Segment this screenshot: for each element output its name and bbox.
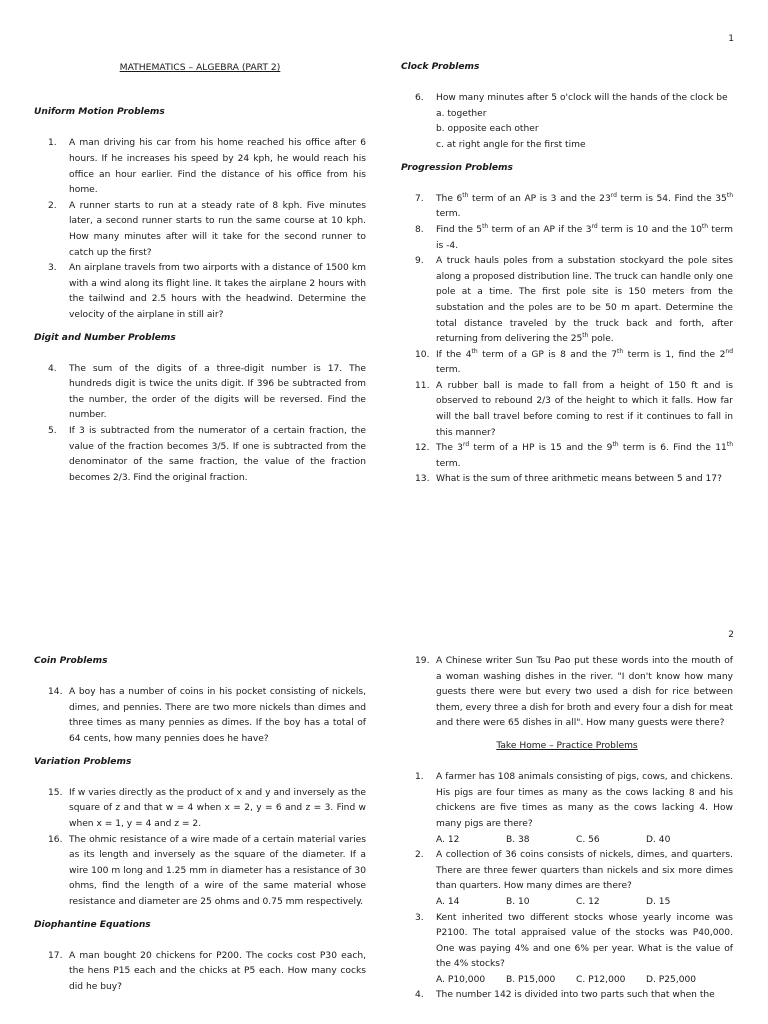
section-heading-variation: Variation Problems — [34, 756, 132, 767]
problem-item: 11. A rubber ball is made to fall from a height of 150 ft and is observed to rebound 2/3 of the height to which it falls. How far will the ball travel before coming to rest if it continues to fall in this manner? — [415, 380, 733, 438]
problem-item: 3. An airplane travels from two airports with a distance of 1500 km with a wind along its flight line. It takes the airplane 2 hours with the tailwind and 2.5 hours with the headwind. Determine the velocity of the airplane in still air? — [48, 263, 366, 320]
problem-item: 17. A man bought 20 chickens for P200. The cocks cost P30 each, the hens P15 each and the chicks at P5 each. How many cocks did he buy? — [48, 950, 366, 992]
section-heading-uniform-motion: Uniform Motion Problems — [34, 107, 165, 118]
problem-item: 9. A truck hauls poles from a substation stockyard the pole sites along a proposed distribution line. The truck can handle only one pole at a time. The first pole site is 150 meters from the substation and the poles are to be 50 m apart. Determine the total distance traveled by the truck back and forth, after returning from delivering the 25th pole. — [415, 256, 733, 345]
section-heading-clock: Clock Problems — [401, 62, 480, 72]
left-column — [34, 60, 366, 486]
problem-item: 14. A boy has a number of coins in his pocket consisting of nickels, dimes, and pennies. There are two more nickels than dimes and three times as many pennies as dimes. If the boy has a total of 64 cents, how many pennies does he have? — [48, 687, 366, 744]
problem-item: 8. Find the 5th term of an AP if the 3rd term is 10 and the 10th term is -4. — [415, 222, 733, 251]
problem-item: 19. A Chinese writer Sun Tsu Pao put these words into the mouth of a woman washing dishes in the river. "I don't know how many guests there were but every two used a dish for rice between them, every three a dish for broth and every four a dish for meat and there were 65 dishes in all". How many guests were there? — [415, 656, 733, 729]
problem-item: 10. If the 4th term of a GP is 8 and the 7th term is 1, find the 2nd term. — [415, 347, 734, 376]
practice-item: 2. A collection of 36 coins consists of nickels, dimes, and quarters. There are three fewer quarters than nickels and six more dimes than quarters. How many dimes are there? — [415, 850, 733, 892]
right-column — [401, 654, 733, 1004]
problem-item: 7. The 6th term of an AP is 3 and the 23rd term is 54. Find the 35th term. — [415, 191, 733, 220]
document-title: MATHEMATICS – ALGEBRA (PART 2) — [119, 62, 281, 73]
option-text: b. opposite each other — [436, 124, 539, 135]
problem-item: 6. How many minutes after 5 o'clock will the hands of the clock be — [415, 93, 728, 104]
option-text: a. together — [436, 108, 487, 119]
answer-choices: A. 14 B. 10 C. 12 D. 15 — [436, 896, 671, 907]
section-heading-progression: Progression Problems — [401, 162, 513, 173]
practice-item: 3. Kent inherited two different stocks whose yearly income was P2100. The total appraised value of the stocks was P40,000. One was paying 4% and one 6% per year. What is the value of the 4% stocks? — [415, 912, 733, 970]
problem-item: 13. What is the sum of three arithmetic means between 5 and 17? — [415, 474, 722, 485]
section-heading-coin: Coin Problems — [34, 656, 108, 666]
problem-item: 5. If 3 is subtracted from the numerator of a certain fraction, the value of the fraction becomes 3/5. If one is subtracted from the denominator of the same fraction, the value of the fraction becomes 2/3. Find the original fraction. — [48, 426, 366, 483]
section-heading-diophantine: Diophantine Equations — [34, 919, 151, 930]
practice-item: 1. A farmer has 108 animals consisting of pigs, cows, and chickens. His pigs are four times as many as the cows lacking 8 and his chickens are five times as many as the cows lacking 4. How many pigs are there? — [415, 772, 733, 829]
problem-item: 16. The ohmic resistance of a wire made of a certain material varies as its length and inversely as the square of the diameter. If a wire 100 m long and 1.25 mm in diameter has a resistance of 30 ohms, find the length of a wire of the same material whose resistance and diameter are 25 ohms and 0.75 mm respectively. — [48, 834, 366, 907]
left-column — [34, 654, 366, 995]
section-heading-take-home: Take Home – Practice Problems — [496, 740, 638, 751]
answer-choices: A. 12 B. 38 C. 56 D. 40 — [436, 834, 671, 845]
problem-item: 12. The 3rd term of a HP is 15 and the 9th term is 6. Find the 11th term. — [415, 441, 733, 469]
option-text: c. at right angle for the first time — [436, 139, 586, 150]
problem-item: 2. A runner starts to run at a steady rate of 8 kph. Five minutes later, a second runner starts to run the same course at 10 kph. How many minutes after will it take for the second runner to catch up the first? — [48, 200, 366, 258]
page-number: 2 — [728, 630, 734, 640]
problem-item: 15. If w varies directly as the product of x and y and inversely as the square of z and that w = 4 when x = 2, y = 6 and z = 3. Find w when x = 1, y = 4 and z = 2. — [48, 787, 366, 829]
problem-item: 4. The sum of the digits of a three-digit number is 17. The hundreds digit is twice the units digit. If 396 be subtracted from the number, the order of the digits will be reversed. Find the number. — [48, 363, 366, 421]
answer-choices: A. P10,000 B. P15,000 C. P12,000 D. P25,000 — [436, 974, 697, 985]
section-heading-digit-number: Digit and Number Problems — [34, 332, 176, 343]
page-2 — [0, 612, 768, 1024]
problem-item: 1. A man driving his car from his home reached his office after 6 hours. If he increases his speed by 24 kph, he would reach his office an hour earlier. Find the distance of his office from his home. — [48, 138, 366, 196]
right-column — [401, 60, 733, 488]
practice-item: 4. The number 142 is divided into two parts such that when the — [415, 990, 715, 1001]
page-number: 1 — [728, 34, 734, 44]
